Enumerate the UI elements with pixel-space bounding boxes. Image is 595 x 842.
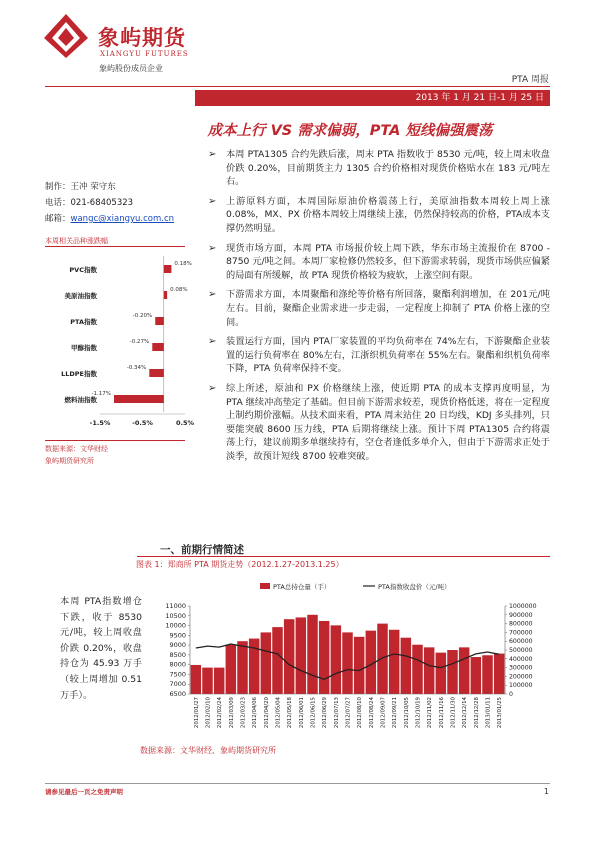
- date-range-bar: 2013 年 1 月 21 日-1 月 25 日: [195, 90, 550, 106]
- logo-english-name: XIANGYU FUTURES: [100, 50, 189, 58]
- figure-source: 数据来源：文华财经、象屿期货研究所: [140, 746, 276, 755]
- category-label: 美原油指数: [64, 292, 97, 300]
- x-tick-label: 2012/10/19: [415, 697, 422, 729]
- left-tick-label: 10000: [165, 621, 186, 630]
- x-tick-label: 2012/11/16: [438, 697, 445, 729]
- x-tick-label: 2012/03/23: [240, 697, 247, 729]
- x-tick-label: 2012/06/01: [298, 697, 305, 729]
- right-tick-label: 1000000: [509, 603, 537, 610]
- open-interest-bar: [272, 627, 283, 694]
- value-label: -0.20%: [132, 313, 153, 319]
- x-tick-label: 2012/06/15: [310, 697, 317, 729]
- right-tick-label: 900000: [509, 611, 533, 619]
- right-tick-label: 400000: [509, 655, 533, 663]
- left-tick-label: 7000: [169, 680, 186, 689]
- category-label: PTA指数: [70, 318, 97, 326]
- open-interest-bar: [226, 645, 237, 694]
- summary-bullets: [205, 148, 550, 463]
- bullet-arrow-icon: ➢: [208, 382, 217, 394]
- open-interest-bar: [436, 653, 447, 694]
- logo-chinese-name: 象屿期货: [98, 26, 186, 50]
- x-tick-label: 2013/01/11: [485, 697, 492, 729]
- open-interest-bar: [459, 647, 470, 694]
- bullet-arrow-icon: ➢: [208, 195, 217, 207]
- x-tick-label: 2012/08/24: [368, 697, 375, 729]
- company-logo-icon: [42, 12, 90, 60]
- tick-label: 0.5%: [175, 419, 195, 427]
- x-tick-label: 2012/06/29: [322, 697, 329, 729]
- bullet-arrow-icon: ➢: [208, 149, 217, 160]
- legend-label: PTA指数收盘价（元/吨）: [378, 583, 451, 591]
- open-interest-bar: [354, 637, 365, 694]
- open-interest-bar: [319, 621, 330, 694]
- left-tick-label: 8000: [169, 660, 186, 669]
- sidebar-divider-bottom: [45, 440, 185, 441]
- section-title: 一、前期行情简述: [160, 544, 244, 556]
- x-tick-label: 2012/08/10: [357, 697, 364, 729]
- bar: [164, 265, 172, 273]
- open-interest-bar: [389, 630, 400, 694]
- author-email-label: 邮箱：: [45, 214, 71, 224]
- header-divider: [45, 86, 550, 87]
- x-tick-label: 2012/09/21: [392, 697, 399, 729]
- bar: [164, 291, 167, 299]
- right-tick-label: 800000: [509, 620, 533, 628]
- x-tick-label: 2012/09/07: [380, 697, 387, 729]
- bullet-arrow-icon: ➢: [208, 242, 217, 254]
- left-tick-label: 9000: [169, 641, 186, 650]
- bullet-text: 本周 PTA1305 合约先跌后涨，周末 PTA 指数收于 8530 元/吨，较上周末收盘价跌 0.20%，目前期货主力 1305 合约价格相对现货价格贴水在 183 元/吨左右。: [226, 149, 550, 188]
- right-tick-label: 100000: [509, 682, 533, 690]
- open-interest-bar: [482, 655, 493, 694]
- category-label: LLDPE指数: [61, 370, 97, 378]
- right-tick-label: 500000: [509, 647, 533, 654]
- x-tick-label: 2012/11/30: [450, 697, 457, 729]
- bullet-text: 综上所述，原油和 PX 价格继续上涨，使近期 PTA 的成本支撑再度明显，为 PTA 继续冲高垫定了基础。但目前下游需求较差，现货价格低迷，将在一定程度上制约期价涨幅。从技术面来看，PTA 周末站住 20 日均线，KDJ 多头排列，只要能突破 8600 压力线，PTA 后期将继续上涨。预计下周 PTA1305 合约将震荡上行，建议前期多单继续持有，空仓者逢低多单介入，但由于下游需求正处于淡季，故预计短线 8700 较难突破。: [226, 382, 550, 462]
- open-interest-bar: [202, 668, 213, 694]
- category-label: 甲醇指数: [71, 344, 97, 352]
- open-interest-bar: [261, 632, 272, 694]
- open-interest-bar: [471, 657, 482, 694]
- category-label: PVC指数: [69, 266, 97, 274]
- legend-label: PTA总持仓量（手）: [273, 583, 331, 591]
- left-tick-label: 11000: [165, 602, 186, 610]
- left-tick-label: 10500: [165, 611, 186, 620]
- left-tick-label: 9500: [169, 631, 186, 640]
- right-tick-label: 0: [509, 691, 513, 698]
- left-tick-label: 8500: [169, 650, 186, 659]
- open-interest-bar: [191, 665, 202, 694]
- left-tick-label: 7500: [169, 670, 186, 679]
- bullet-item: [205, 195, 550, 236]
- x-tick-label: 2012/04/20: [263, 697, 270, 729]
- right-tick-label: 300000: [509, 664, 533, 672]
- open-interest-bar: [377, 624, 388, 694]
- value-label: -1.17%: [91, 391, 112, 397]
- sidebar-divider-top: [45, 246, 185, 247]
- x-tick-label: 2012/07/13: [333, 697, 340, 729]
- x-tick-label: 2012/01/27: [193, 697, 200, 729]
- bar: [155, 317, 164, 325]
- author-email-link[interactable]: wangc@xiangyu.com.cn: [70, 214, 175, 224]
- logo-subtitle: 象屿股份成员企业: [99, 64, 163, 73]
- bullet-item: [205, 148, 550, 189]
- open-interest-bar: [296, 617, 307, 694]
- open-interest-bar: [214, 668, 225, 694]
- open-interest-bar: [307, 615, 318, 694]
- report-headline: 成本上行 VS 需求偏弱，PTA 短线偏强震荡: [207, 123, 493, 139]
- x-tick-label: 2012/10/05: [403, 697, 410, 729]
- bullet-arrow-icon: ➢: [208, 336, 217, 348]
- author-email-row: [45, 212, 174, 224]
- open-interest-bar: [424, 647, 435, 694]
- bullet-arrow-icon: ➢: [208, 289, 217, 301]
- author-phone: 电话：021-68405323: [45, 198, 134, 208]
- pta-futures-trend-chart: [135, 570, 550, 740]
- x-tick-label: 2012/04/06: [252, 697, 259, 729]
- bullet-item: [205, 382, 550, 464]
- x-tick-label: 2013/01/25: [497, 697, 504, 729]
- x-tick-label: 2012/02/24: [217, 697, 224, 729]
- bar: [152, 343, 163, 351]
- bullet-text: 下游需求方面，本周聚酯和涤纶等价格有所回落，聚酯利润增加，在 201元/吨左右。目前，聚酯企业需求进一步走弱，一定程度上抑制了 PTA 价格上涨的空间。: [226, 289, 550, 328]
- bullet-text: 上游原料方面，本周国际原油价格震荡上行，美原油指数本周较上周上涨 0.08%，MX、PX 价格本周较上周继续上涨，仍然保持较高的价格，PTA成本支撑仍然明显。: [226, 195, 550, 234]
- open-interest-bar: [401, 638, 412, 694]
- figure-caption: 图表 1：郑商所 PTA 期货走势（2012.1.27-2013.1.25）: [136, 560, 344, 569]
- open-interest-bar: [284, 619, 295, 694]
- weekly-summary-text: 本周 PTA指数增仓下跌，收于 8530 元/吨，较上周收盘价跌 0.20%，收盘持仓为 45.93 万手（较上周增加 0.51 万手）。: [60, 596, 142, 701]
- category-label: 燃料油指数: [64, 396, 97, 404]
- open-interest-bar: [342, 632, 353, 694]
- x-tick-label: 2012/03/09: [228, 697, 235, 729]
- value-label: 0.18%: [174, 261, 192, 267]
- open-interest-bar: [447, 650, 458, 694]
- sidebar-source-line1: 数据来源：文华财经: [45, 445, 108, 453]
- left-tick-label: 6500: [169, 690, 186, 698]
- legend-swatch-bars: [260, 583, 270, 589]
- report-type-label: PTA 周报: [511, 75, 549, 85]
- bullet-text: 现货市场方面，本周 PTA 市场报价较上周下跌，华东市场主流报价在 8700 - 8750 元/吨之间。本周厂家检修仍然较多，但下游需求转弱，现货市场供应偏紧的局面有所缓解，故 PTA 现货价格较为疲软，上涨空间有限。: [226, 242, 550, 281]
- x-tick-label: 2012/05/18: [287, 697, 294, 729]
- section-divider: [137, 556, 550, 557]
- bullet-text: 装置运行方面，国内 PTA厂家装置的平均负荷率在 74%左右，下游聚酯企业装置的运行负荷率在 80%左右，江浙织机负荷率在 55%左右。聚酯和织机负荷率下降，PTA 负荷率保持不变。: [226, 336, 550, 375]
- open-interest-bar: [237, 641, 248, 694]
- x-tick-label: 2012/05/04: [275, 697, 282, 729]
- value-label: -0.27%: [129, 339, 150, 345]
- bullet-item: [205, 335, 550, 376]
- footer-divider: [45, 783, 550, 784]
- author-maker: 制作：王冲 荣守东: [45, 182, 116, 192]
- disclaimer-note: 请参见最后一页之免责声明: [45, 788, 123, 796]
- open-interest-bar: [412, 645, 423, 694]
- right-tick-label: 200000: [509, 673, 533, 681]
- open-interest-bar: [494, 654, 505, 694]
- bullet-item: [205, 242, 550, 283]
- x-tick-label: 2012/02/10: [205, 697, 212, 729]
- tick-label: -0.5%: [132, 419, 153, 427]
- right-tick-label: 600000: [509, 638, 533, 646]
- bar: [149, 369, 163, 377]
- x-tick-label: 2012/11/02: [427, 697, 434, 729]
- value-label: 0.08%: [170, 287, 188, 293]
- right-tick-label: 700000: [509, 629, 533, 637]
- x-tick-label: 2012/12/28: [473, 697, 480, 729]
- x-tick-label: 2012/12/14: [462, 697, 469, 729]
- open-interest-bar: [331, 625, 342, 694]
- sidebar-section-title: 本周相关品种涨跌幅: [45, 237, 108, 245]
- weekly-change-bar-chart: [45, 250, 195, 440]
- sidebar-source-line2: 象屿期货研究所: [45, 457, 94, 465]
- value-label: -0.34%: [126, 365, 147, 371]
- x-tick-label: 2012/07/27: [345, 697, 352, 729]
- bullet-item: [205, 288, 550, 329]
- tick-label: -1.5%: [89, 419, 111, 427]
- bar: [114, 395, 164, 403]
- page-number: 1: [543, 787, 549, 796]
